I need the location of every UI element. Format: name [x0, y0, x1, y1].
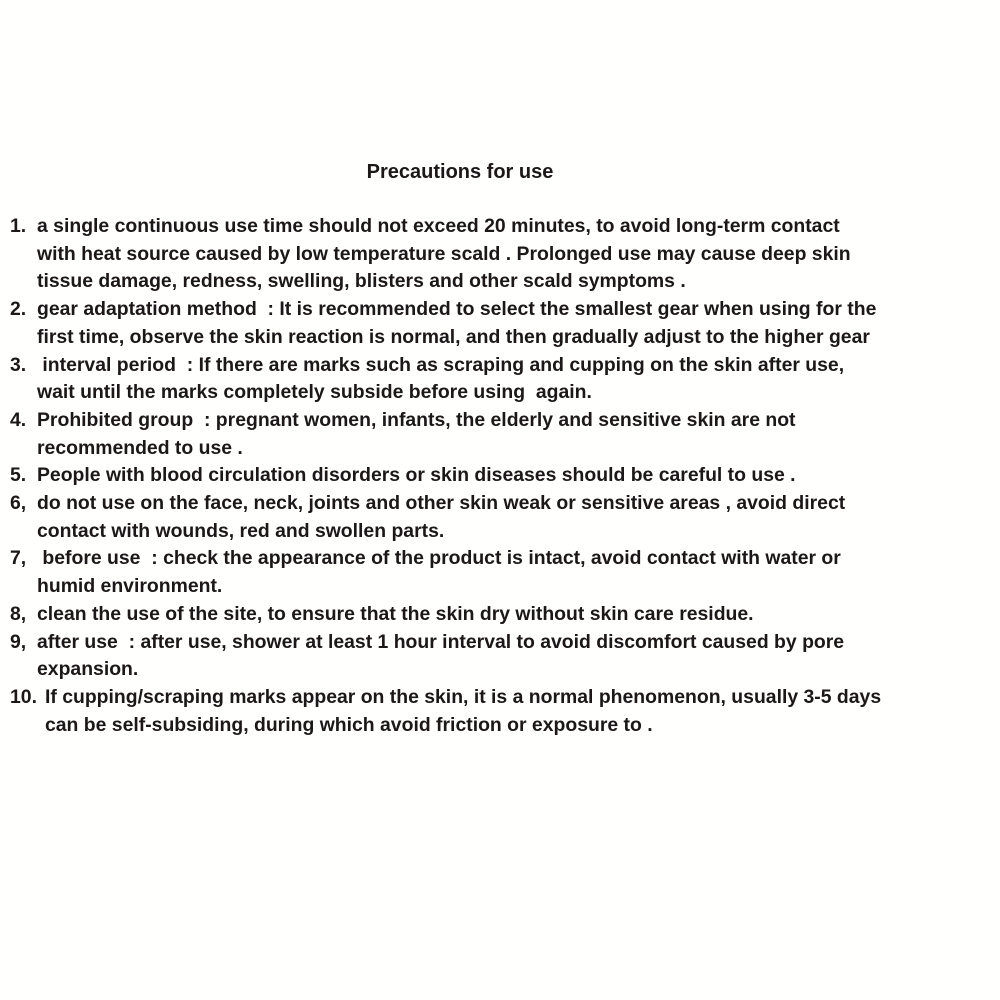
- list-item: [10, 601, 988, 629]
- item-number: 7,: [10, 547, 27, 570]
- list-item: [10, 352, 988, 407]
- list-item: [10, 462, 988, 490]
- page-title-wrap: [0, 158, 920, 186]
- precautions-list: [10, 213, 988, 739]
- item-number: 10.: [10, 685, 37, 708]
- item-line: recommended to use .: [37, 436, 243, 459]
- item-line: tissue damage, redness, swelling, blisters and other scald symptoms .: [37, 270, 686, 293]
- page-title: Precautions for use: [366, 161, 554, 183]
- item-line: can be self-subsiding, during which avoid friction or exposure to .: [44, 713, 653, 736]
- item-text: [37, 213, 988, 296]
- item-line: humid environment.: [37, 575, 223, 598]
- item-text: [37, 490, 988, 545]
- item-line: clean the use of the site, to ensure that the skin dry without skin care residue.: [37, 602, 754, 625]
- item-number: 1.: [10, 215, 27, 237]
- item-number: 9,: [10, 630, 27, 653]
- item-line: before use : check the appearance of the product is intact, avoid contact with water or: [37, 547, 841, 570]
- item-number: 2.: [10, 298, 27, 321]
- item-line: interval period : If there are marks such as scraping and cupping on the skin after use,: [37, 353, 845, 376]
- item-line: expansion.: [37, 658, 139, 681]
- list-item: [10, 296, 988, 351]
- item-text: [37, 629, 988, 684]
- item-number: 4.: [10, 408, 27, 431]
- item-text: [45, 684, 988, 739]
- item-line: gear adaptation method : It is recommended to select the smallest gear when using for the: [37, 298, 877, 321]
- list-item: [10, 545, 988, 600]
- item-number: 3.: [10, 353, 27, 376]
- item-number: 8,: [10, 602, 27, 625]
- list-item: [10, 213, 988, 296]
- list-item: [10, 490, 988, 545]
- item-number: 6,: [10, 492, 27, 515]
- item-line: Prohibited group : pregnant women, infants, the elderly and sensitive skin are not: [37, 408, 796, 431]
- item-line: first time, observe the skin reaction is normal, and then gradually adjust to the higher gear: [37, 325, 870, 348]
- item-number: 5.: [10, 464, 27, 487]
- item-line: contact with wounds, red and swollen parts.: [37, 519, 445, 542]
- item-line: wait until the marks completely subside before using again.: [37, 381, 592, 404]
- item-text: [37, 352, 988, 407]
- item-text: [37, 601, 988, 629]
- item-text: [37, 296, 988, 351]
- item-line: with heat source caused by low temperature scald . Prolonged use may cause deep skin: [37, 242, 851, 265]
- list-item: [10, 684, 988, 739]
- item-text: [37, 545, 988, 600]
- item-text: [37, 462, 988, 490]
- item-line: If cupping/scraping marks appear on the skin, it is a normal phenomenon, usually 3-5 days: [44, 685, 882, 708]
- item-line: a single continuous use time should not exceed 20 minutes, to avoid long-term contact: [37, 215, 840, 237]
- item-line: People with blood circulation disorders or skin diseases should be careful to use .: [37, 464, 796, 487]
- list-item: [10, 407, 988, 462]
- list-item: [10, 629, 988, 684]
- item-line: after use : after use, shower at least 1 hour interval to avoid discomfort caused by pore: [37, 630, 845, 653]
- item-line: do not use on the face, neck, joints and other skin weak or sensitive areas , avoid direct: [37, 492, 846, 515]
- item-text: [37, 407, 988, 462]
